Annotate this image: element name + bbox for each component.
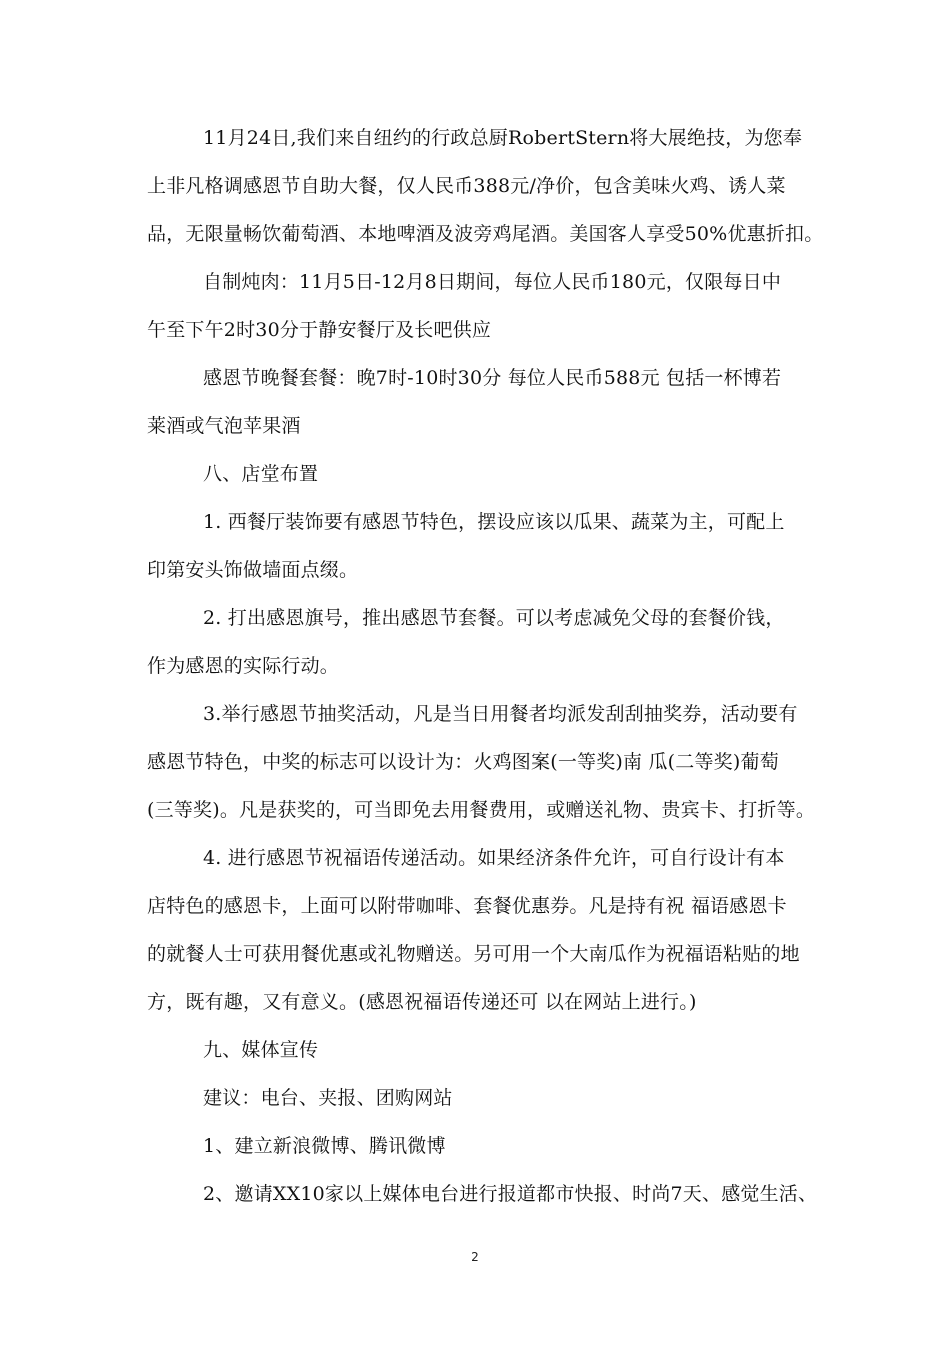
page-number: 2: [471, 1250, 479, 1264]
text-line-4: 自制炖肉：11月5日-12月8日期间，每位人民币180元，仅限每日中: [203, 271, 782, 293]
text-line-11: 2. 打出感恩旗号，推出感恩节套餐。可以考虑减免父母的套餐价钱，: [203, 607, 785, 629]
text-line-19: 方，既有趣，又有意义。(感恩祝福语传递还可 以在网站上进行。): [147, 991, 697, 1013]
text-line-1: 11月24日,我们来自纽约的行政总厨RobertStern将大展绝技，为您奉: [203, 127, 803, 149]
text-line-3: 品，无限量畅饮葡萄酒、本地啤酒及波旁鸡尾酒。美国客人享受50%优惠折扣。: [147, 223, 824, 245]
text-line-18: 的就餐人士可获用餐优惠或礼物赠送。另可用一个大南瓜作为祝福语粘贴的地: [147, 943, 800, 965]
text-line-16: 4. 进行感恩节祝福语传递活动。如果经济条件允许，可自行设计有本: [203, 847, 785, 869]
text-line-10: 印第安头饰做墙面点缀。: [147, 559, 359, 581]
text-line-23: 2、邀请XX10家以上媒体电台进行报道都市快报、时尚7天、感觉生活、: [203, 1183, 818, 1205]
text-line-2: 上非凡格调感恩节自助大餐，仅人民币388元/净价，包含美味火鸡、诱人菜: [147, 175, 786, 197]
text-line-17: 店特色的感恩卡，上面可以附带咖啡、套餐优惠券。凡是持有祝 福语感恩卡: [147, 895, 787, 917]
text-line-6: 感恩节晚餐套餐：晚7时-10时30分 每位人民币588元 包括一杯博若: [203, 367, 782, 389]
text-line-12: 作为感恩的实际行动。: [147, 655, 340, 677]
text-line-5: 午至下午2时30分于静安餐厅及长吧供应: [147, 319, 492, 341]
section-heading-decor: 八、店堂布置: [203, 463, 319, 485]
text-line-9: 1. 西餐厅装饰要有感恩节特色，摆设应该以瓜果、蔬菜为主，可配上: [203, 511, 785, 533]
text-line-15: (三等奖)。凡是获奖的，可当即免去用餐费用，或赠送礼物、贵宾卡、打折等。: [147, 799, 816, 821]
section-heading-media: 九、媒体宣传: [203, 1039, 319, 1061]
text-line-21: 建议：电台、夹报、团购网站: [203, 1087, 453, 1109]
text-line-7: 莱酒或气泡苹果酒: [147, 415, 301, 437]
text-line-14: 感恩节特色，中奖的标志可以设计为：火鸡图案(一等奖)南 瓜(二等奖)葡萄: [147, 751, 779, 773]
text-line-13: 3.举行感恩节抽奖活动，凡是当日用餐者均派发刮刮抽奖券，活动要有: [203, 703, 798, 725]
text-line-22: 1、建立新浪微博、腾讯微博: [203, 1135, 446, 1157]
